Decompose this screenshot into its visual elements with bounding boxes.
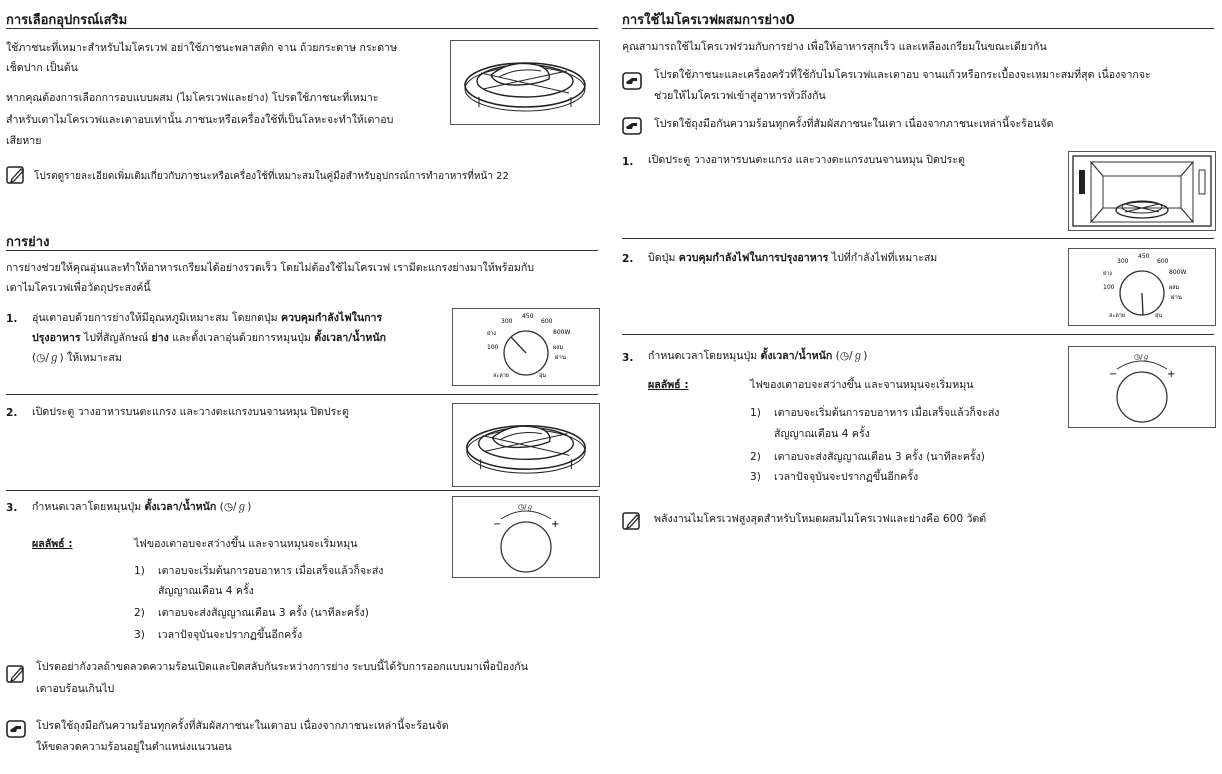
result-label: [32, 534, 73, 554]
result-text: ไฟของเตาอบจะสว่างขึ้น และจานหมุนจะเริ่มหมุน: [750, 379, 974, 391]
caution-text: ให้ขดลวดความร้อนอยู่ในตำแหน่งแนวนอน: [36, 741, 232, 753]
bold-text: ตั้งเวลา/น้ำหนัก: [760, 350, 833, 362]
result-item: เตาอบจะส่งสัญญาณเตือน 3 ครั้ง (นาทีละครั้ง): [774, 451, 985, 463]
result-number: 2): [750, 451, 761, 463]
grill-rack-illustration: [450, 40, 600, 125]
step-text: [32, 328, 386, 348]
paragraph: การย่างช่วยให้คุณอุ่นและทำให้อาหารเกรียมได้อย่างรวดเร็ว โดยไม่ต้องใช้ไมโครเวฟ เรามีตะแกรงย่างมาให้พร้อมกับ: [6, 262, 534, 274]
dial-label: 100: [1103, 284, 1115, 291]
plus-sign: +: [1167, 369, 1176, 380]
step-number: 3.: [622, 352, 634, 364]
text: (◷/ℊ): [832, 350, 868, 362]
note-icon: [622, 512, 642, 530]
result-number: 1): [134, 565, 145, 577]
step-divider: [6, 490, 598, 491]
step-number: 1.: [6, 313, 18, 325]
paragraph: สำหรับเตาไมโครเวฟและเตาอบเท่านั้น ภาชนะหรือเครื่องใช้ที่เป็นโลหะจะทำให้เตาอบ: [6, 114, 394, 126]
timer-dial-illustration: [452, 496, 600, 578]
microwave-icon: [1069, 152, 1215, 230]
dial-label: ผสม: [553, 345, 564, 351]
result-item: เวลาปัจจุบันจะปรากฏขึ้นอีกครั้ง: [158, 629, 303, 641]
dial-label: ◷/ℊ: [518, 503, 534, 511]
text: กำหนดเวลาโดยหมุนปุ่ม: [648, 350, 761, 362]
result-text: ไฟของเตาอบจะสว่างขึ้น และจานหมุนจะเริ่มหมุน: [134, 538, 358, 550]
text: อุ่นเตาอบด้วยการย่างให้มีอุณหภูมิเหมาะสม โดยกดปุ่ม: [32, 312, 282, 324]
dial-label: ละลาย: [1109, 313, 1126, 319]
bold-text: ตั้งเวลา/น้ำหนัก: [144, 501, 217, 513]
note-text: โปรดดูรายละเอียดเพิ่มเติมเกี่ยวกับภาชนะหรือเครื่องใช้ที่เหมาะสมในคู่มือสำหรับอุปกรณ์การทำอาหารที่หน้า 22: [34, 171, 509, 182]
dial-label: 300: [501, 318, 513, 325]
result-number: 1): [750, 407, 761, 419]
result-item: เตาอบจะเริ่มต้นการอบอาหาร เมื่อเสร็จแล้วก็จะส่ง: [774, 407, 1000, 419]
step-number: 2.: [6, 407, 18, 419]
power-dial-icon: [453, 309, 599, 385]
caution-text: โปรดใช้ภาชนะและเครื่องครัวที่ใช้กับไมโครเวฟและเตาอบ จานแก้วหรือกระเบื้องจะเหมาะสมที่สุด เนื่องจากจะ: [654, 69, 1151, 81]
caution-text: โปรดใช้ถุงมือกันความร้อนทุกครั้งที่สัมผัสภาชนะในเตา เนื่องจากภาชนะเหล่านี้จะร้อนจัด: [654, 118, 1054, 130]
result-label: [648, 375, 689, 395]
dial-label: ย่าง: [1103, 271, 1112, 277]
paragraph: ใช้ภาชนะที่เหมาะสำหรับไมโครเวฟ อย่าใช้ภาชนะพลาสติก จาน ถ้วยกระดาษ กระดาษ: [6, 42, 398, 54]
note-text: โปรดอย่ากังวลถ้าขดลวดความร้อนเปิดและปิดสลับกันระหว่างการย่าง ระบบนี้ได้รับการออกแบบมาเพื่อป้องกัน: [36, 661, 528, 673]
section-rule: [622, 28, 1214, 29]
power-dial-icon: [1069, 249, 1215, 325]
note-icon: [6, 665, 26, 683]
bold-text: ควบคุมกำลังไฟในการปรุงอาหาร: [678, 252, 829, 264]
caution-hand-icon: [622, 72, 642, 90]
bold-text: ควบคุมกำลังไฟในการ: [281, 312, 383, 324]
text: และตั้งเวลาอุ่นด้วยการหมุนปุ่ม: [168, 332, 315, 344]
power-dial-illustration: [1068, 248, 1216, 326]
section-rule: [6, 250, 598, 251]
section-title-grilling: การย่าง: [6, 235, 50, 250]
step-text: เปิดประตู วางอาหารบนตะแกรง และวางตะแกรงบนจานหมุน ปิดประตู: [648, 154, 965, 166]
paragraph: เช็ดปาก เป็นต้น: [6, 62, 78, 74]
step-text: (◷/ℊ) ให้เหมาะสม: [32, 352, 122, 364]
step-text: [648, 248, 937, 268]
step-text: [32, 308, 382, 328]
timer-dial-illustration: [1068, 346, 1216, 428]
dial-label: 800W: [1169, 269, 1187, 276]
dial-label: 800W: [553, 329, 571, 336]
result-number: 3): [134, 629, 145, 641]
section-title-combination: การใช้ไมโครเวฟผสมการย่าง0: [622, 13, 795, 28]
result-item: เวลาปัจจุบันจะปรากฏขึ้นอีกครั้ง: [774, 471, 919, 483]
result-number: 3): [750, 471, 761, 483]
note-text: เตาอบร้อนเกินไป: [36, 683, 115, 695]
microwave-interior-illustration: [1068, 151, 1216, 231]
caution-text: โปรดใช้ถุงมือกันความร้อนทุกครั้งที่สัมผัสภาชนะในเตาอบ เนื่องจากภาชนะเหล่านี้จะร้อนจัด: [36, 720, 449, 732]
bold-text: ย่าง: [151, 332, 169, 344]
step-text: [32, 497, 251, 517]
section-title-accessories: การเลือกอุปกรณ์เสริม: [6, 13, 128, 28]
text: ผลลัพธ์ :: [648, 379, 689, 391]
result-item: เตาอบจะเริ่มต้นการอบอาหาร เมื่อเสร็จแล้วก็จะส่ง: [158, 565, 384, 577]
dial-label: ละลาย: [493, 373, 510, 379]
result-item: สัญญาณเตือน 4 ครั้ง: [774, 428, 870, 440]
caution-hand-icon: [622, 117, 642, 135]
step-number: 1.: [622, 156, 634, 168]
paragraph: เตาไมโครเวฟเพื่อวัตถุประสงค์นี้: [6, 282, 151, 294]
dial-label: 600: [1157, 258, 1169, 265]
note-text: พลังงานไมโครเวฟสูงสุดสำหรับโหมดผสมไมโครเวฟและย่างคือ 600 วัตต์: [654, 513, 987, 525]
step-number: 3.: [6, 502, 18, 514]
dial-label: 300: [1117, 258, 1129, 265]
text: (◷/ℊ): [216, 501, 252, 513]
step-divider: [622, 334, 1214, 335]
step-divider: [6, 394, 598, 395]
grill-rack-icon: [451, 41, 599, 124]
paragraph: เสียหาย: [6, 135, 42, 147]
dial-label: ผ่าน: [555, 354, 566, 361]
bold-text: ปรุงอาหาร: [32, 332, 81, 344]
paragraph: คุณสามารถใช้ไมโครเวฟร่วมกับการย่าง เพื่อให้อาหารสุกเร็ว และเหลืองเกรียมในขณะเดียวกัน: [622, 41, 1047, 53]
grill-rack-illustration: [452, 403, 600, 487]
dial-label: ผ่าน: [1171, 294, 1182, 301]
dial-label: 450: [1138, 253, 1150, 260]
result-item: เตาอบจะส่งสัญญาณเตือน 3 ครั้ง (นาทีละครั้ง): [158, 607, 369, 619]
text: กำหนดเวลาโดยหมุนปุ่ม: [32, 501, 145, 513]
dial-label: อุ่น: [1155, 313, 1163, 319]
text: ไปที่สัญลักษณ์: [80, 332, 152, 344]
dial-label: ย่าง: [487, 331, 496, 337]
dial-label: 450: [522, 313, 534, 320]
step-text: [648, 346, 867, 366]
timer-dial-icon: [1069, 347, 1215, 427]
dial-label: อุ่น: [539, 373, 547, 379]
section-rule: [6, 28, 598, 29]
text: ผลลัพธ์ :: [32, 538, 73, 550]
dial-label: 600: [541, 318, 553, 325]
minus-sign: −: [493, 519, 502, 530]
plus-sign: +: [551, 519, 560, 530]
grill-rack-icon: [453, 404, 599, 486]
bold-text: ตั้งเวลา/น้ำหนัก: [314, 332, 387, 344]
minus-sign: −: [1109, 369, 1118, 380]
power-dial-illustration: [452, 308, 600, 386]
dial-label: ◷/ℊ: [1134, 353, 1150, 361]
dial-label: ผสม: [1169, 285, 1180, 291]
paragraph: หากคุณต้องการเลือกการอบแบบผสม (ไมโครเวฟและย่าง) โปรดใช้ภาชนะที่เหมาะ: [6, 92, 379, 104]
step-divider: [622, 238, 1214, 239]
text: บิดปุ่ม: [648, 252, 679, 264]
step-text: เปิดประตู วางอาหารบนตะแกรง และวางตะแกรงบนจานหมุน ปิดประตู: [32, 406, 349, 418]
timer-dial-icon: [453, 497, 599, 577]
note-icon: [6, 166, 26, 184]
step-number: 2.: [622, 253, 634, 265]
caution-text: ช่วยให้ไมโครเวฟเข้าสู่อาหารทั่วถึงกัน: [654, 90, 826, 102]
text: ไปที่กำลังไฟที่เหมาะสม: [828, 252, 938, 264]
caution-hand-icon: [6, 720, 26, 738]
result-number: 2): [134, 607, 145, 619]
result-item: สัญญาณเตือน 4 ครั้ง: [158, 585, 254, 597]
dial-label: 100: [487, 344, 499, 351]
